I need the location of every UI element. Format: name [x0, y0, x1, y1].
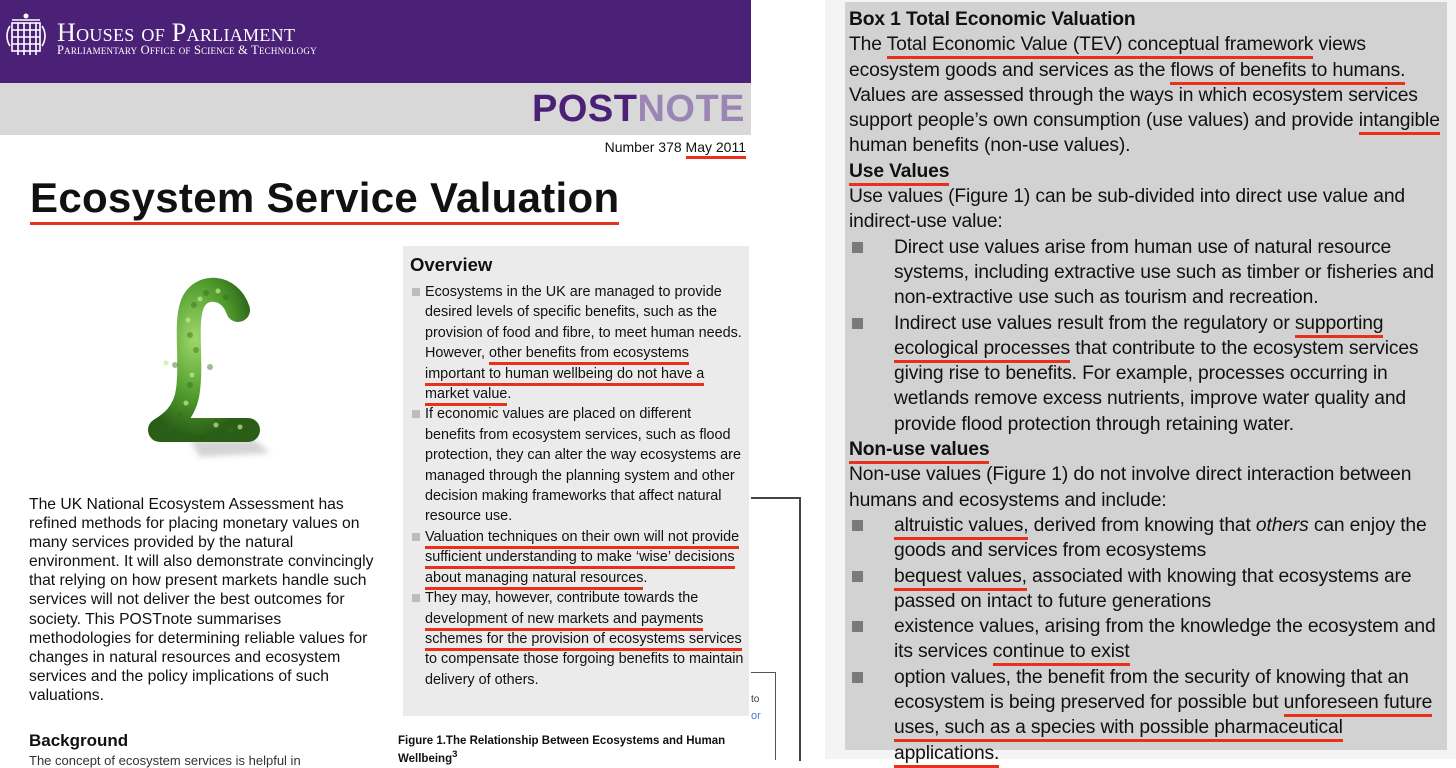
tev-text: Values are assessed through the ways in which ecosystem services support people’s own consumption (use values) and provide: [849, 84, 1418, 132]
overview-text: Ecosystems in the UK are managed to provide desired levels of specific benefits, such as the provision of food and fibre, to meet human needs. However,: [425, 284, 742, 362]
bullet-square-icon: [852, 318, 863, 329]
overview-highlight: other benefits from ecosystems important to human wellbeing do not have a market value: [425, 345, 704, 406]
non-use-text: can enjoy the goods and services from ecosystems: [894, 514, 1427, 562]
bullet-square-icon: [852, 520, 863, 531]
non-use-bullet: [849, 564, 1445, 615]
overview-text: .: [507, 386, 512, 403]
bullet-square-icon: [852, 672, 863, 683]
non-use-emphasis: others: [1255, 514, 1309, 536]
overview-item: [410, 527, 745, 588]
use-bullet-text: Indirect use values result from the regulatory or: [894, 312, 1295, 334]
non-use-bullet: [849, 614, 1445, 665]
non-use-values-heading-text: Non-use values: [849, 439, 989, 464]
use-values-heading: [849, 159, 1445, 184]
postnote-logo-note: NOTE: [637, 88, 745, 130]
issue-date: May 2011: [686, 139, 746, 159]
overview-item: [410, 282, 745, 404]
overview-item: [410, 404, 745, 526]
use-bullet: [849, 311, 1445, 437]
tev-text: The: [849, 34, 887, 56]
background-heading: Background: [29, 731, 129, 750]
bullet-square-icon: [412, 288, 420, 296]
bullet-square-icon: [412, 594, 420, 602]
fragment-text: to: [751, 694, 760, 705]
intro-paragraph: The UK National Ecosystem Assessment has refined methods for placing monetary values on many services provided by the natural environment. It will also demonstrate convincingly that relying on how present markets handle such services will not deliver the best outcomes for society. This POSTnote summarises methodologies for determining reliable values for changes in natural resources and ecosystem services and the policy implications of such valuations.: [29, 496, 374, 704]
non-use-bullet: [849, 513, 1445, 564]
org-subtitle: Parliamentary Office of Science & Technology: [57, 43, 317, 57]
use-bullet-text: that contribute to the ecosystem services giving rise to benefits. For example, processes occurring in wetlands remove excess nutrients, improve water quality and provide flood protection through retaining water.: [894, 337, 1419, 435]
use-bullet: [849, 235, 1445, 311]
non-use-text: derived from knowing that: [1028, 514, 1256, 536]
org-title: Houses of Parliament: [57, 18, 296, 47]
overview-highlight: Valuation techniques on their own will not provide sufficient understanding to make ‘wise’ decisions about managing natural resources: [425, 529, 739, 590]
bullet-square-icon: [852, 621, 863, 632]
document-title: [30, 174, 619, 222]
non-use-highlight: continue to exist: [993, 641, 1130, 666]
use-values-heading-text: Use Values: [849, 161, 949, 186]
issue-line: [605, 139, 746, 155]
figure-caption-text: Figure 1.The Relationship Between Ecosystems and Human Wellbeing: [398, 735, 726, 765]
overview-text: They may, however, contribute towards the: [425, 590, 699, 607]
non-use-highlight: bequest values,: [894, 566, 1027, 591]
overview-text: .: [643, 569, 648, 586]
overview-item: [410, 588, 745, 690]
non-use-text: existence values, arising from the knowledge the ecosystem and its services: [894, 616, 1436, 663]
tev-highlight: intangible: [1359, 110, 1440, 135]
non-use-values-intro: Non-use values (Figure 1) do not involve direct interaction between humans and ecosystems and include:: [849, 464, 1412, 511]
non-use-highlight: unforeseen future uses, such as a species with possible pharmaceutical applications.: [894, 692, 1432, 768]
use-bullet-highlight: supporting ecological processes: [894, 313, 1383, 363]
postnote-logo: [532, 88, 745, 131]
non-use-text: associated with knowing that ecosystems are passed on intact to future generations: [894, 565, 1412, 612]
tev-paragraph: [849, 32, 1445, 158]
use-values-intro: Use values (Figure 1) can be sub-divided into direct use value and indirect-use value:: [849, 186, 1405, 233]
use-bullet-text: Direct use values arise from human use of natural resource systems, including extractive use such as timber or fisheries and non-extractive use such as tourism and recreation.: [894, 236, 1435, 309]
fragment-text: or: [751, 710, 761, 722]
document-title-text: Ecosystem Service Valuation: [30, 174, 619, 225]
overview-heading: Overview: [410, 254, 493, 275]
portcullis-icon: [6, 12, 46, 62]
box1-heading: Box 1 Total Economic Valuation: [849, 9, 1136, 30]
overview-highlight: development of new markets and payments schemes for the provision of ecosystems services: [425, 611, 742, 651]
tev-text: views ecosystem goods and services as the: [849, 34, 1366, 81]
non-use-bullet: [849, 665, 1445, 766]
postnote-logo-post: POST: [531, 88, 638, 130]
issue-number: Number 378: [604, 139, 682, 155]
tev-highlight: flows of benefits to humans.: [1170, 60, 1405, 85]
bullet-square-icon: [852, 571, 863, 582]
overview-text: to compensate those forgoing benefits to maintain delivery of others.: [425, 651, 744, 688]
box1-content: [849, 7, 1445, 766]
tev-highlight: Total Economic Value (TEV) conceptual framework: [887, 34, 1314, 59]
underlying-page-fragment: [751, 0, 825, 759]
bullet-square-icon: [412, 533, 420, 541]
bullet-square-icon: [412, 410, 420, 418]
non-use-text: option values, the benefit from the security of knowing that an ecosystem is being preserved for possible but: [894, 666, 1409, 714]
figure-caption-ref: 3: [452, 749, 458, 760]
bullet-square-icon: [852, 242, 863, 253]
overview-text: If economic values are placed on different benefits from ecosystem services, such as flood protection, they can alter the way ecosystems are managed through the planning system and other decision making frameworks that affect natural resource use.: [425, 406, 741, 525]
background-first-line: The concept of ecosystem services is helpful in: [29, 753, 301, 768]
non-use-highlight: altruistic values,: [894, 515, 1028, 540]
tev-text: human benefits (non-use values).: [849, 135, 1131, 157]
overview-list: [410, 282, 745, 690]
figure-caption: [398, 734, 738, 766]
non-use-values-heading: [849, 437, 1445, 462]
green-pound-sign-image: [130, 265, 270, 465]
